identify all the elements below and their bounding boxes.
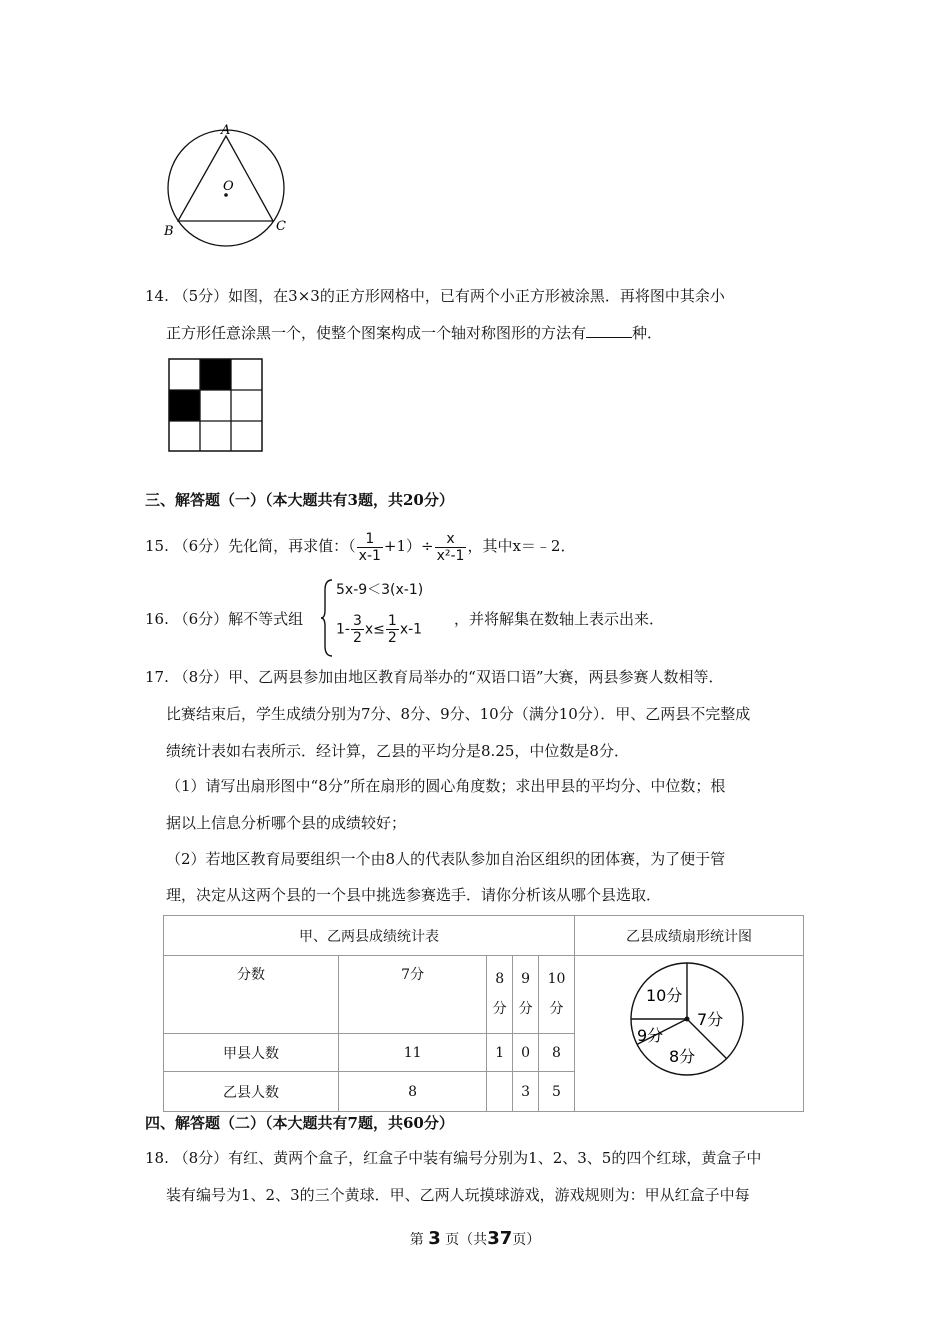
pie-label-7: 7分 [696,1009,724,1029]
q14-line2 [166,323,662,343]
section4-heading: 四、解答题（二）（本大题共有7题，共60分） [145,1114,454,1132]
q16-frac1-den: 2 [352,630,362,646]
q15-prefix: 15. （6分）先化简，再求值：（ [145,537,356,555]
q15-line [145,528,575,564]
q17-line2: 比赛结束后，学生成绩分别为7分、8分、9分、10分（满分10分）．甲、乙两县不完整成 [166,705,751,723]
header-8-num: 8 [495,971,505,987]
stats-table [163,915,804,1112]
q16-prefix: 16. （6分）解不等式组 [145,610,304,628]
header-8-unit: 分 [492,1001,507,1017]
header-10-num: 10 [547,971,566,987]
grid-3x3-figure [168,358,264,452]
header-10-unit: 分 [549,1001,564,1017]
label-c: C [276,219,286,234]
footer-total: 37 [487,1228,513,1249]
pie-label-10: 10分 [645,985,683,1005]
table-title: 甲、乙两县成绩统计表 [164,916,575,956]
label-o: O [223,179,234,194]
row-jia-8: 1 [487,1034,513,1072]
header-9-num: 9 [521,971,531,987]
row-jia-7: 11 [339,1034,487,1072]
circle-triangle-figure [158,118,298,258]
page-footer [0,1228,950,1249]
answer-blank [586,323,632,338]
footer-page: 3 [428,1228,441,1249]
q15-suffix: ，其中x＝﹣2． [467,537,576,555]
footer-mid: 页（共 [445,1232,488,1248]
q15-frac2-den: x²-1 [436,547,465,564]
q15-frac1-num: 1 [357,531,383,548]
q17-line7: 理，决定从这两个县的一个县中挑选参赛选手．请你分析该从哪个县选取． [166,886,662,904]
row-yi-10: 5 [539,1072,575,1112]
q17-line4: （1）请写出扇形图中“8分”所在扇形的圆心角度数；求出甲县的平均分、中位数；根 [166,777,726,795]
q16-ineq2-b: x≤ [364,621,385,638]
row-yi-7: 8 [339,1072,487,1112]
q16-frac1-num: 3 [352,613,362,629]
q16-ineq1: 5x-9＜3(x-1) [336,582,424,598]
pie-label-8: 8分 [668,1046,696,1066]
row-jia-10: 8 [539,1034,575,1072]
q18-line2: 装有编号为1、2、3的三个黄球．甲、乙两人玩摸球游戏，游戏规则为：甲从红盒子中每 [166,1186,750,1204]
q14-line2-end: 种． [632,324,663,342]
system-brace [320,578,334,658]
header-10 [539,956,575,1034]
label-b: B [164,224,174,239]
header-9-unit: 分 [518,1001,533,1017]
q15-mid: +1）÷ [383,537,434,555]
footer-suffix: 页） [512,1232,541,1248]
q15-frac1 [357,531,383,564]
q14-line2-text: 正方形任意涂黑一个，使整个图案构成一个轴对称图形的方法有 [166,324,587,342]
section3-heading: 三、解答题（一）（本大题共有3题，共20分） [145,491,454,509]
q16-ineq2-frac2 [386,613,399,646]
q16-ineq2-frac1 [351,613,364,646]
row-yi-8 [487,1072,513,1112]
q16-ineq2-c: x-1 [399,621,423,638]
q15-frac2 [435,531,467,564]
row-yi-label: 乙县人数 [164,1072,339,1112]
row-yi-9: 3 [513,1072,539,1112]
q16-ineq2 [336,613,422,646]
q16-suffix: ，并将解集在数轴上表示出来． [454,610,665,628]
q17-line3: 绩统计表如右表所示．经计算，乙县的平均分是8.25，中位数是8分． [166,742,629,760]
q17-line1: 17. （8分）甲、乙两县参加由地区教育局举办的“双语口语”大赛，两县参赛人数相等． [145,668,724,686]
pie-chart [575,957,803,1107]
header-8 [487,956,513,1034]
q18-line1: 18. （8分）有红、黄两个盒子，红盒子中装有编号分别为1、2、3、5的四个红球，黄盒子中 [145,1149,762,1167]
row-jia-label: 甲县人数 [164,1034,339,1072]
pie-label-9: 9分 [636,1025,664,1045]
header-7: 7分 [339,956,487,1034]
q17-line5: 据以上信息分析哪个县的成绩较好； [166,814,407,832]
pie-cell [574,956,803,1112]
header-9 [513,956,539,1034]
q15-frac1-den: x-1 [358,547,381,564]
q16-ineq2-a: 1- [336,621,350,638]
label-a: A [221,123,231,138]
q15-frac2-num: x [435,531,467,548]
footer-prefix: 第 [409,1232,424,1248]
q16-frac2-num: 1 [387,613,397,629]
q14-line1: 14. （5分）如图，在3×3的正方形网格中，已有两个小正方形被涂黑．再将图中其余小 [145,287,725,305]
q16-frac2-den: 2 [387,630,397,646]
pie-title: 乙县成绩扇形统计图 [574,916,803,956]
q17-line6: （2）若地区教育局要组织一个由8人的代表队参加自治区组织的团体赛，为了便于管 [166,850,726,868]
header-score: 分数 [164,956,339,1034]
row-jia-9: 0 [513,1034,539,1072]
